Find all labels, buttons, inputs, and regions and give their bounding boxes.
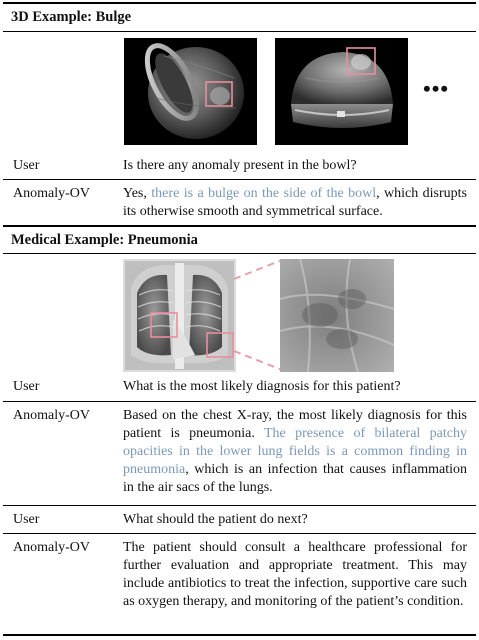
section-rule-top-medical: [3, 225, 476, 227]
message-segment: Is there any anomaly present in the bowl?: [123, 158, 357, 173]
top-rule: [3, 2, 476, 4]
turn-message-assistant: [123, 185, 467, 221]
turn-message-assistant: [123, 539, 467, 611]
message-segment: What should the patient do next?: [123, 512, 308, 527]
turn-divider: [3, 179, 476, 180]
message-segment: The patient should consult a healthcare professional for further evaluation and appropriate treatment. This may include antibiotics to treat the infection, supportive care such as oxygen therapy, and monitoring of the patient’s condition.: [123, 540, 467, 609]
section-title-medical: Medical Example: Pneumonia: [11, 232, 198, 248]
section-rule-medical: [3, 253, 476, 254]
turn-message-assistant: [123, 407, 467, 497]
message-segment: Based on the chest X-ray, the most likely diagnosis for this patient is pneumonia.: [123, 408, 467, 441]
bowl-render-1: [124, 38, 257, 145]
bowl-render-2: [275, 38, 408, 145]
message-segment: , which is an infection that causes inflammation in the air sacs of the lungs.: [123, 462, 467, 495]
turn-role-user: User: [13, 379, 40, 394]
turn-role-assistant: Anomaly-OV: [13, 186, 90, 201]
highlighted-phrase: The presence of bilateral patchy opacities in the lower lung fields is a common finding in pneumonia: [123, 426, 468, 477]
turn-role-user: User: [13, 158, 40, 173]
highlighted-phrase: there is a bulge on the side of the bowl: [151, 186, 377, 201]
more-examples-indicator: •••: [423, 76, 450, 101]
message-segment: What is the most likely diagnosis for this patient?: [123, 379, 401, 394]
turn-role-assistant: Anomaly-OV: [13, 540, 90, 555]
chest-xray: [123, 259, 236, 372]
turn-message-user: [123, 157, 467, 175]
turn-role-user: User: [13, 512, 40, 527]
turn-divider: [3, 401, 476, 402]
turn-message-user: [123, 378, 467, 396]
section-rule-3d: [3, 31, 476, 32]
bottom-rule: [3, 634, 476, 636]
message-segment: , which disrupts its otherwise smooth and symmetrical surface.: [123, 186, 467, 219]
turn-role-assistant: Anomaly-OV: [13, 408, 90, 423]
turn-divider: [3, 533, 476, 534]
section-title-3d: 3D Example: Bulge: [11, 9, 132, 25]
message-segment: Yes,: [123, 186, 152, 201]
lung-zoom: [280, 259, 394, 372]
turn-message-user: [123, 511, 467, 529]
turn-divider: [3, 505, 476, 506]
